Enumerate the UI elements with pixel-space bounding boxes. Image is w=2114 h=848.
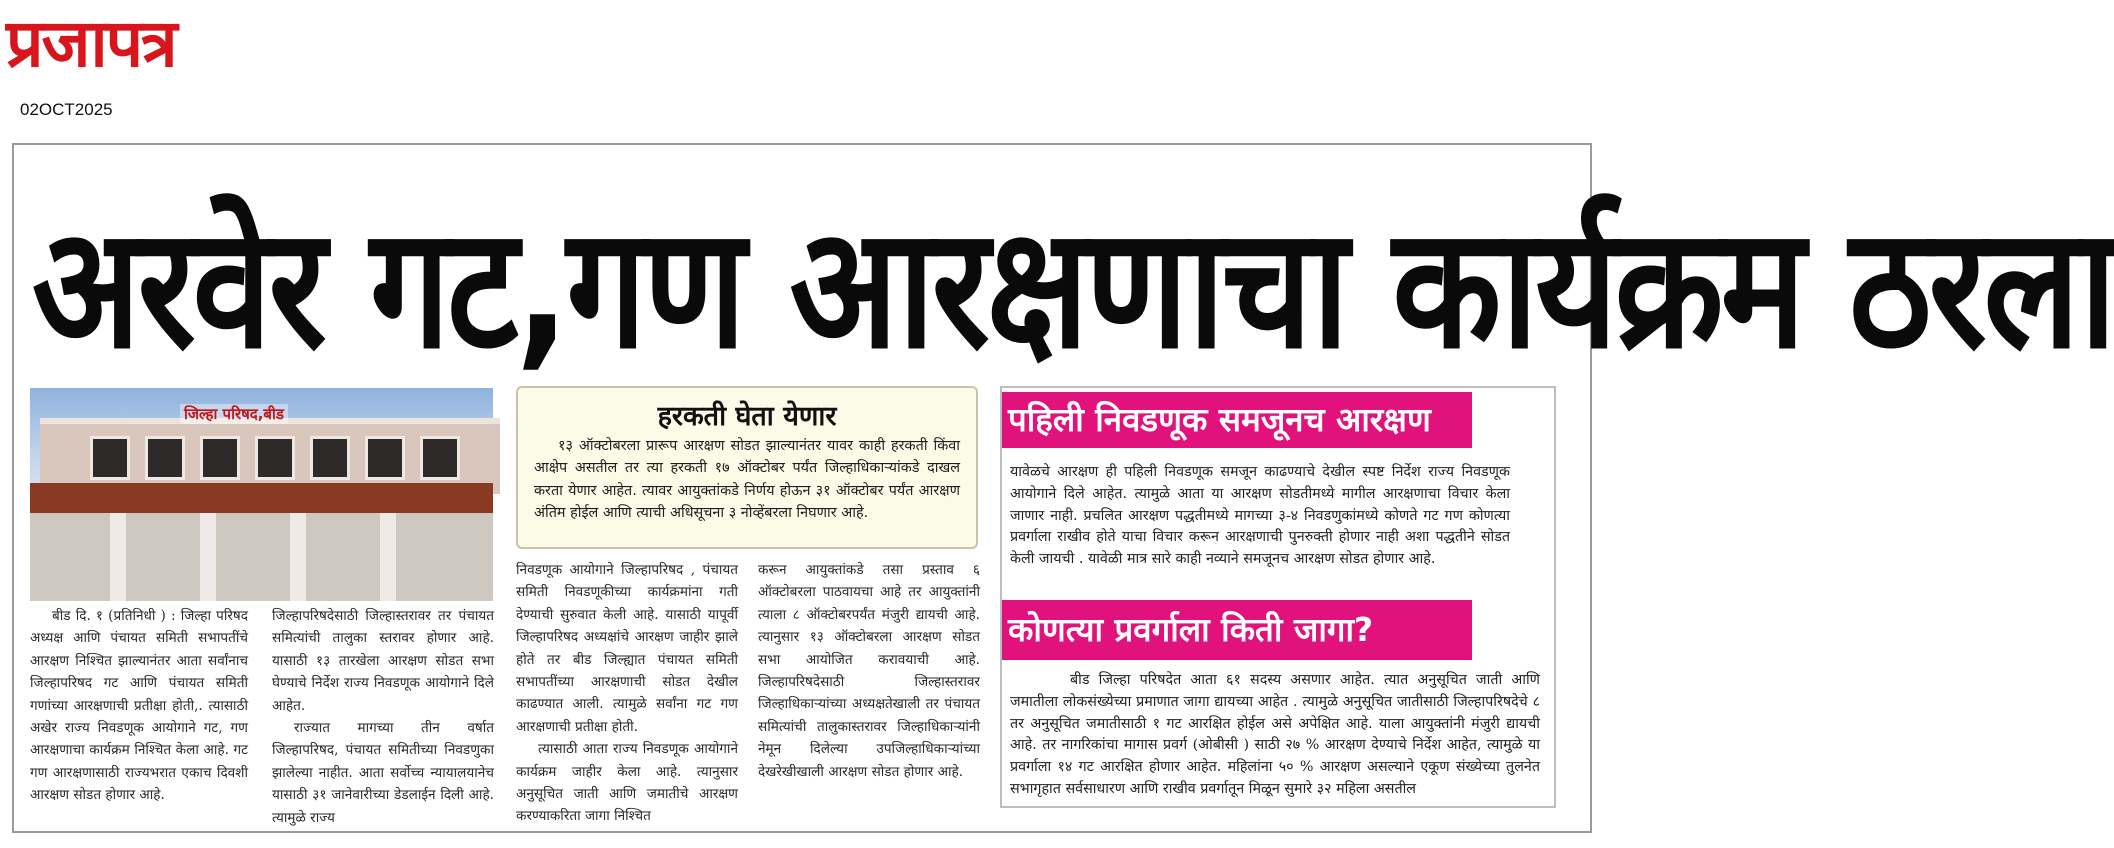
harkati-heading: हरकती घेता येणार [657,401,837,432]
building-window [145,436,185,480]
column-text: जिल्हापरिषदेसाठी जिल्हास्तरावर तर पंचायत समित्यांची तालुका स्तरावर होणार आहे. यासाठी १३ तारखेला आरक्षण सोडत सभा घेण्याचे निर्देश राज्य निवडणूक आयोगाने दिले आहेत. [272,608,494,714]
column-text: त्यासाठी आता राज्य निवडणूक आयोगाने कार्यक्रम जाहीर केला आहे. त्यानुसार अनुसूचित जाती आणि जमातीचे आरक्षण करण्याकरिता जागा निश्चित [516,741,738,825]
column-text: बीड दि. १ (प्रतिनिधी ) : जिल्हा परिषद अध्यक्ष आणि पंचायत समिती सभापतींचे आरक्षण निश्चित झाल्यानंतर आता सर्वांनाच जिल्हापरिषद गट आणि पंचायत समिती गणांच्या आरक्षणाची प्रतीक्षा होती,. त्यासाठी अखेर राज्य निवडणूक आयोगाने गट, गण आरक्षणाचा कार्यक्रम निश्चित केला आहे. गट गण आरक्षणासाठी राज्यभरात एकाच दिवशी आरक्षण सोडत होणार आहे. [30,608,248,804]
seats-heading: कोणत्या प्रवर्गाला किती जागा? [1002,600,1472,660]
zp-building-photo [30,388,493,601]
headline: अरवेर गट,गण आरक्षणाचा कार्यक्रम ठरला [32,191,2114,387]
first-election-heading: पहिली निवडणूक समजूनच आरक्षण [1002,392,1472,448]
building-window [200,436,240,480]
column-text: राज्यात मागच्या तीन वर्षात जिल्हापरिषद, पंचायत समितीच्या निवडणुका झालेल्या नाहीत. आता सर्वोच्च न्यायालयानेच यासाठी ३१ जानेवारीच्या डेडलाईन दिली आहे. त्यामुळे राज्य [272,720,494,826]
article-column-3 [516,559,738,828]
building-ground-floor [30,513,493,601]
building-window [365,436,405,480]
column-text: करून आयुक्तांकडे तसा प्रस्ताव ६ ऑक्टोबरला पाठवायचा आहे तर आयुक्तांनी त्याला ८ ऑक्टोबरपर्यंत मंजुरी द्यायची आहे. त्यानुसार १३ ऑक्टोबरला आरक्षण सोडत सभा आयोजित करावयाची आहे. जिल्हापरिषदेसाठी जिल्हास्तरावर जिल्हाधिकाऱ्यांच्या अध्यक्षतेखाली तर पंचायत समित्यांची तालुकास्तरावर जिल्हाधिकाऱ्यांनी नेमून दिलेल्या उपजिल्हाधिकाऱ्यांच्या देखरेखीखाली आरक्षण सोडत होणार आहे. [758,562,980,780]
sidebar-box [1000,386,1556,808]
seats-text: बीड जिल्हा परिषदेत आता ६१ सदस्य असणार आहेत. त्यात अनुसूचित जाती आणि जमातीला लोकसंख्येच्या प्रमाणात जागा द्यायच्या आहेत . त्यामुळे अनुसूचित जातीसाठी जिल्हापरिषदेचे ८ तर अनुसूचित जमातीसाठी १ गट आरक्षित होईल असे अपेक्षित आहे. याला आयुक्तांनी मंजुरी द्यायची आहे. तर नागरिकांचा मागास प्रवर्ग (ओबीसी ) साठी २७ % आरक्षण देण्याचे निर्देश आहेत, त्यामुळे या प्रवर्गाला १४ गट आरक्षित होणार आहेत. महिलांना ५० % आरक्षण असल्याने एकूण संख्येच्या तुलनेत सभागृहात सर्वसाधारण आणि राखीव प्रवर्गातून मिळून सुमारे ३२ महिला असतील [1010,672,1540,797]
article-column-2 [272,605,494,829]
harkati-box [516,386,978,549]
first-election-text: यावेळचे आरक्षण ही पहिली निवडणूक समजून काढण्याचे देखील स्पष्ट निर्देश राज्य निवडणूक आयोगाने दिले आहेत. त्यामुळे आता या आरक्षण सोडतीमध्ये मागील आरक्षणाचा विचार केला जाणार नाही. प्रचलित आरक्षण पद्धतीमध्ये मागच्या ३-४ निवडणुकांमध्ये कोणते गट गण कोणत्या प्रवर्गाला राखीव होते याचा विचार करून आरक्षणाची पुनरुक्ती होणार नाही अशा पद्धतीने सोडत केली जायची . यावेळी मात्र सारे काही नव्याने समजूनच आरक्षण सोडत होणार आहे. [1010,464,1510,568]
edition-date: 02OCT2025 [20,100,113,119]
article-column-4 [758,559,980,783]
building-window [310,436,350,480]
building-band [30,483,493,513]
column-text: निवडणूक आयोगाने जिल्हापरिषद , पंचायत समिती निवडणूकीच्या कार्यक्रमांना गती देण्याची सुरुवात केली आहे. यासाठी यापूर्वी जिल्हापरिषद अध्यक्षांचे आरक्षण जाहीर झाले होते तर बीड जिल्ह्यात पंचायत समिती सभापतींच्या आरक्षणाची सोडत देखील काढण्यात आली. त्यामुळे सर्वांना गट गण आरक्षणाची प्रतीक्षा होती. [516,562,738,735]
building-pillar [290,513,306,601]
harkati-text: १३ ऑक्टोबरला प्रारूप आरक्षण सोडत झाल्यानंतर यावर काही हरकती किंवा आक्षेप असतील तर त्या हरकती १७ ऑक्टोबर पर्यंत जिल्हाधिकाऱ्यांकडे दाखल करता येणार आहेत. त्यावर आयुक्तांकडे निर्णय होऊन ३१ ऑक्टोबर पर्यंत आरक्षण अंतिम होईल आणि त्याची अधिसूचना ३ नोव्हेंबरला निघणार आहे. [534,438,960,522]
masthead-logo: प्रजापत्र [6,5,176,82]
building-pillar [200,513,216,601]
building-pillar [380,513,396,601]
building-pillar [110,513,126,601]
article-column-1 [30,605,248,807]
building-window [255,436,295,480]
building-window [420,436,460,480]
building-window [90,436,130,480]
news-clipping [12,143,2114,833]
building-sign: जिल्हा परिषद,बीड [180,404,288,424]
